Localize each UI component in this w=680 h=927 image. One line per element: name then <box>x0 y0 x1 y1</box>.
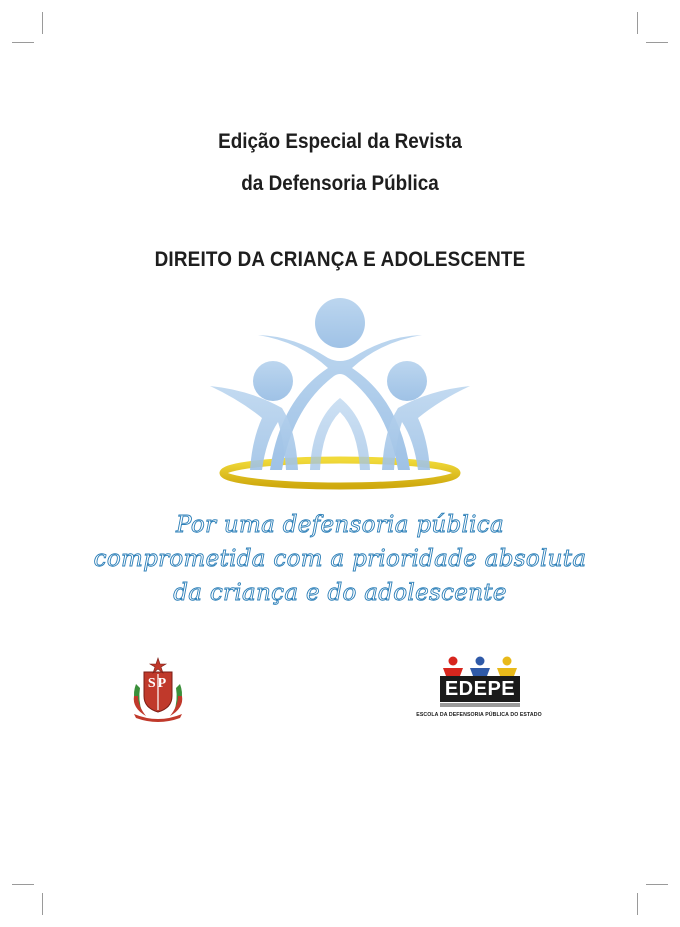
crop-mark <box>12 884 34 885</box>
edepe-subtitle: ESCOLA DA DEFENSORIA PÚBLICA DO ESTADO <box>416 712 542 718</box>
edepe-name: EDEPE <box>444 678 516 700</box>
crop-mark <box>646 42 668 43</box>
page-title-line-1: Edição Especial da Revista <box>218 130 462 153</box>
crop-mark <box>637 893 638 915</box>
crop-mark <box>646 884 668 885</box>
crop-mark <box>42 893 43 915</box>
slogan-line-1: Por uma defensoria pública <box>175 512 504 538</box>
slogan-line-2: comprometida com a prioridade absoluta <box>93 546 587 572</box>
children-figures-icon <box>200 290 480 500</box>
page-subject: DIREITO DA CRIANÇA E ADOLESCENTE <box>154 248 526 271</box>
crop-mark <box>42 12 43 34</box>
crop-mark <box>637 12 638 34</box>
seal-letters: SP <box>147 676 169 691</box>
crop-mark <box>12 42 34 43</box>
slogan-line-3: da criança e do adolescente <box>173 580 507 606</box>
page-title-line-2: da Defensoria Pública <box>241 172 439 195</box>
